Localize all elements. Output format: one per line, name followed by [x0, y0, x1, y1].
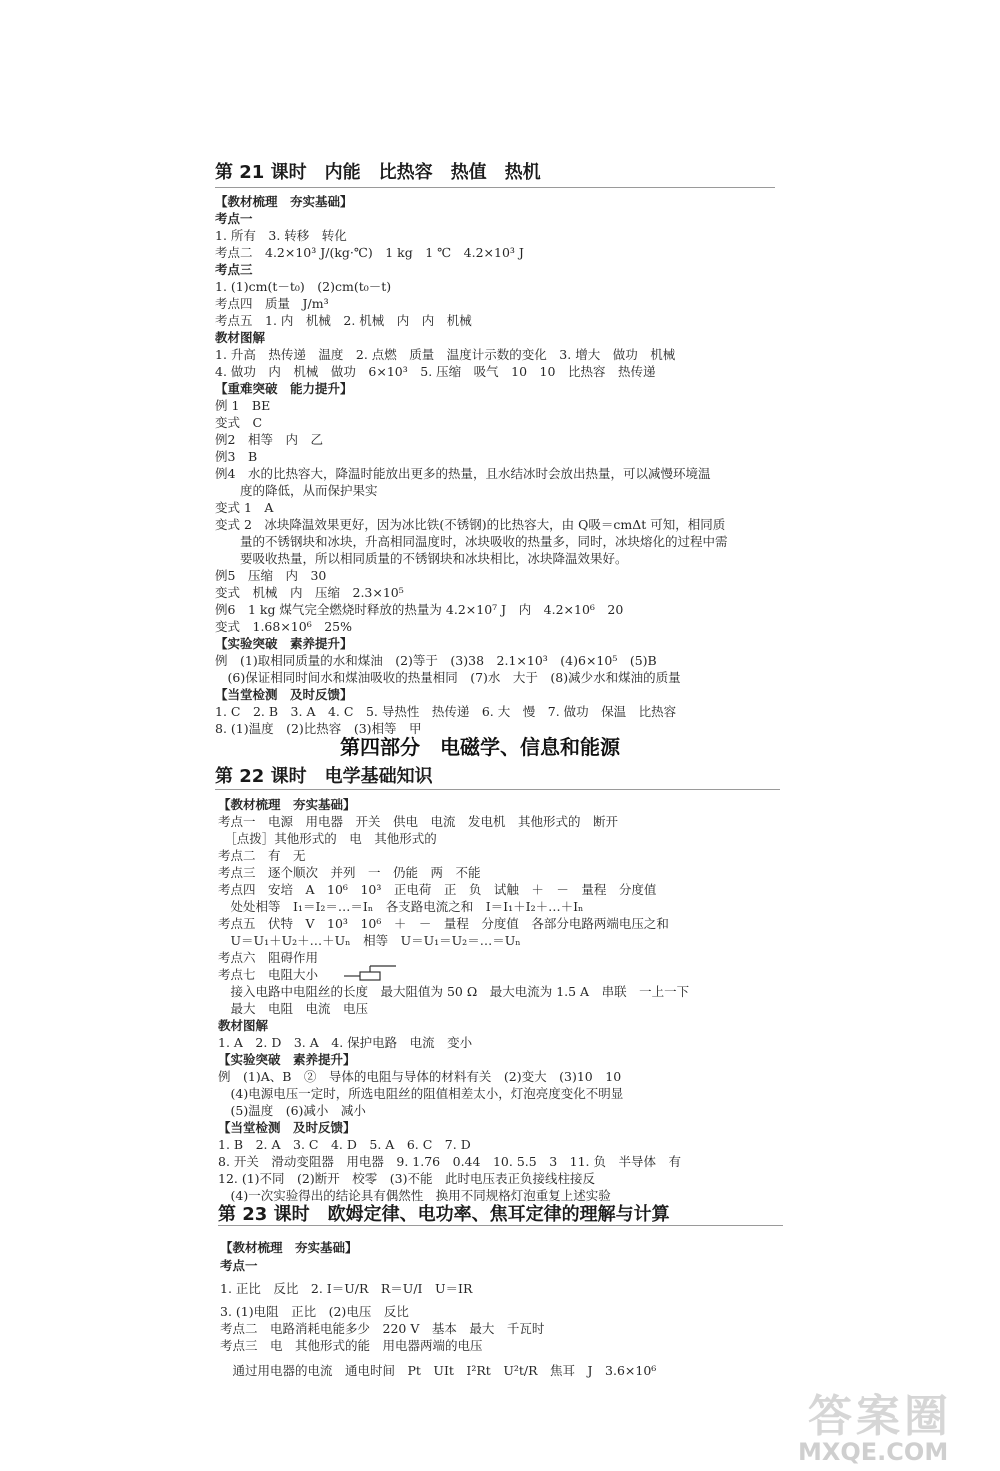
answer-line: 例5 压缩 内 30 — [215, 568, 327, 583]
answer-line: 考点四 安培 A 10⁶ 10³ 正电荷 正 负 试触 ＋ － 量程 分度值 — [218, 882, 657, 897]
answer-line: (4)一次实验得出的结论具有偶然性 换用不同规格灯泡重复上述实验 — [218, 1188, 611, 1203]
section-header: 【实验突破 素养提升】 — [215, 636, 353, 651]
watermark-logo — [786, 1380, 1000, 1471]
answer-line: 例6 1 kg 煤气完全燃烧时释放的热量为 4.2×10⁷ J 内 4.2×10⁶ 20 — [215, 602, 624, 617]
answer-line: 1. (1)cm(t－t₀) (2)cm(t₀－t) — [215, 279, 392, 294]
answer-line: 考点二 4.2×10³ J/(kg·℃) 1 kg 1 ℃ 4.2×10³ J — [215, 245, 524, 260]
answer-line: 考点三 电 其他形式的能 用电器两端的电压 — [220, 1338, 483, 1353]
answer-line: 考点一 电源 用电器 开关 供电 电流 发电机 其他形式的 断开 — [218, 814, 619, 829]
answer-line: 例 (1)A、B ② 导体的电阻与导体的材料有关 (2)变大 (3)10 10 — [218, 1069, 622, 1084]
answer-line: 考点三 逐个顺次 并列 一 仍能 两 不能 — [218, 865, 481, 880]
answer-line: 例4 水的比热容大，降温时能放出更多的热量，且水结冰时会放出热量，可以减慢环境温 — [215, 466, 711, 481]
answer-line: 例 1 BE — [215, 398, 271, 413]
kaodian-label: 考点一 — [215, 211, 253, 226]
answer-line: 量的不锈钢块和冰块，升高相同温度时，冰块吸收的热量多，同时，冰块熔化的过程中需 — [215, 534, 728, 549]
answer-line: 12. (1)不同 (2)断开 校零 (3)不能 此时电压表正负接线柱接反 — [218, 1171, 595, 1186]
section-header: 【当堂检测 及时反馈】 — [218, 1120, 356, 1135]
answer-line: 考点六 阻碍作用 — [218, 950, 319, 965]
answer-line: 8. (1)温度 (2)比热容 (3)相等 甲 — [215, 721, 422, 736]
answer-line: 8. 开关 滑动变阻器 用电器 9. 1.76 0.44 10. 5.5 3 11. 负 半导体 有 — [218, 1154, 682, 1169]
lesson-22-title: 第 22 课时 电学基础知识 — [215, 766, 433, 787]
answer-line: 变式 2 冰块降温效果更好，因为冰比铁(不锈钢)的比热容大，由 Q吸＝cmΔt 可知，相同质 — [215, 517, 726, 532]
section-header: 【实验突破 素养提升】 — [218, 1052, 356, 1067]
lesson-23-title: 第 23 课时 欧姆定律、电功率、焦耳定律的理解与计算 — [218, 1204, 670, 1225]
section-header: 【教材梳理 夯实基础】 — [218, 797, 356, 812]
answer-line: 1. C 2. B 3. A 4. C 5. 导热性 热传递 6. 大 慢 7. 做功 保温 比热容 — [215, 704, 677, 719]
answer-line: 1. 所有 3. 转移 转化 — [215, 228, 347, 243]
answer-line: 例 (1)取相同质量的水和煤油 (2)等于 (3)38 2.1×10³ (4)6×10⁵ (5)B — [215, 653, 657, 668]
watermark-top-text: 答案圈 — [808, 1391, 952, 1442]
answer-line: 变式 1.68×10⁶ 25% — [215, 619, 353, 634]
lesson-22-rule — [215, 789, 780, 790]
answer-line: 处处相等 I₁＝I₂＝…＝Iₙ 各支路电流之和 I＝I₁＋I₂＋…＋Iₙ — [218, 899, 584, 914]
answer-line: 1. 正比 反比 2. I＝U/R R＝U/I U＝IR — [220, 1281, 473, 1296]
answer-line: 接入电路中电阻丝的长度 最大阻值为 50 Ω 最大电流为 1.5 A 串联 一上一下 — [218, 984, 690, 999]
answer-line: (5)温度 (6)减小 减小 — [218, 1103, 366, 1118]
answer-line: 考点五 伏特 V 10³ 10⁶ ＋ － 量程 分度值 各部分电路两端电压之和 — [218, 916, 669, 931]
answer-line: 要吸收热量，所以相同质量的不锈钢块和冰块相比，冰块降温效果好。 — [215, 551, 628, 566]
section-label: 教材图解 — [218, 1018, 269, 1033]
answer-line: (4)电源电压一定时，所选电阻丝的阻值相差太小，灯泡亮度变化不明显 — [218, 1086, 624, 1101]
section-header: 【重难突破 能力提升】 — [215, 381, 353, 396]
lesson-21-title: 第 21 课时 内能 比热容 热值 热机 — [215, 162, 541, 183]
answer-line: 例2 相等 内 乙 — [215, 432, 323, 447]
answer-line: 1. B 2. A 3. C 4. D 5. A 6. C 7. D — [218, 1137, 471, 1152]
answer-line: 例3 B — [215, 449, 258, 464]
rheostat-symbol-icon — [344, 963, 398, 981]
answer-line: 3. (1)电阻 正比 (2)电压 反比 — [220, 1304, 409, 1319]
answer-line: 4. 做功 内 机械 做功 6×10³ 5. 压缩 吸气 10 10 比热容 热传递 — [215, 364, 656, 379]
watermark-bottom-text: MXQE.COM — [798, 1438, 949, 1466]
answer-line: 变式 1 A — [215, 500, 274, 515]
answer-line: (6)保证相同时间水和煤油吸收的热量相同 (7)水 大于 (8)减少水和煤油的质量 — [215, 670, 681, 685]
section-header: 【教材梳理 夯实基础】 — [215, 194, 353, 209]
answer-line: 变式 机械 内 压缩 2.3×10⁵ — [215, 585, 404, 600]
answer-line: 考点四 质量 J/m³ — [215, 296, 329, 311]
answer-line: 考点五 1. 内 机械 2. 机械 内 内 机械 — [215, 313, 472, 328]
section-header: 【当堂检测 及时反馈】 — [215, 687, 353, 702]
answer-line: 考点七 电阻大小 — [218, 967, 319, 982]
answer-line: 考点二 有 无 — [218, 848, 306, 863]
answer-line: ［点拨］其他形式的 电 其他形式的 — [218, 831, 437, 846]
answer-line: 通过用电器的电流 通电时间 Pt UIt I²Rt U²t/R 焦耳 J 3.6×10⁶ — [220, 1363, 657, 1378]
answer-line: 最大 电阻 电流 电压 — [218, 1001, 369, 1016]
answer-line: 考点二 电路消耗电能多少 220 V 基本 最大 千瓦时 — [220, 1321, 545, 1336]
section-header: 【教材梳理 夯实基础】 — [220, 1240, 358, 1255]
answer-line: U＝U₁＋U₂＋…＋Uₙ 相等 U＝U₁＝U₂＝…＝Uₙ — [218, 933, 521, 948]
lesson-21-rule — [215, 187, 775, 188]
answer-line: 度的降低，从而保护果实 — [215, 483, 378, 498]
answer-line: 变式 C — [215, 415, 263, 430]
kaodian-label: 考点三 — [215, 262, 253, 277]
lesson-23-rule — [218, 1225, 783, 1226]
part-4-title: 第四部分 电磁学、信息和能源 — [340, 735, 620, 759]
answer-line: 1. 升高 热传递 温度 2. 点燃 质量 温度计示数的变化 3. 增大 做功 机械 — [215, 347, 676, 362]
kaodian-label: 考点一 — [220, 1258, 258, 1273]
answer-line: 1. A 2. D 3. A 4. 保护电路 电流 变小 — [218, 1035, 473, 1050]
section-label: 教材图解 — [215, 330, 266, 345]
